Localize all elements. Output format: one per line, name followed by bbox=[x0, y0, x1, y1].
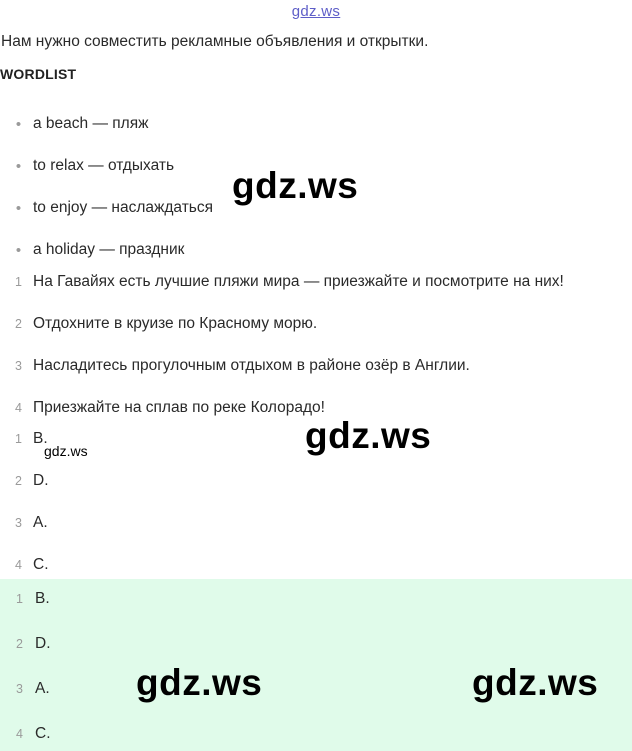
wordlist-item-text: to relax — отдыхать bbox=[33, 157, 175, 174]
slogan-item bbox=[0, 313, 317, 335]
answer-text: A. bbox=[35, 680, 50, 697]
slogan-item bbox=[0, 271, 564, 293]
slogan-text: На Гавайях есть лучшие пляжи мира — приезжайте и посмотрите на них! bbox=[33, 273, 564, 290]
answer-text: A. bbox=[33, 514, 48, 531]
answer-item bbox=[0, 512, 48, 534]
highlighted-answer-item bbox=[0, 588, 50, 610]
item-number: 4 bbox=[15, 558, 22, 572]
wordlist-item bbox=[0, 155, 174, 177]
bullet-icon: • bbox=[15, 157, 22, 175]
watermark-link-top[interactable]: gdz.ws bbox=[291, 3, 341, 20]
bullet-icon: • bbox=[15, 241, 22, 259]
item-number: 2 bbox=[15, 317, 22, 331]
answer-text: D. bbox=[33, 472, 49, 489]
answer-item bbox=[0, 554, 49, 576]
wordlist-item bbox=[0, 197, 213, 219]
slogan-text: Отдохните в круизе по Красному морю. bbox=[33, 315, 318, 332]
answer-text: D. bbox=[35, 635, 51, 652]
answer-text: B. bbox=[35, 590, 50, 607]
intro-text: Нам нужно совместить рекламные объявления и открытки. bbox=[1, 33, 429, 50]
item-number: 1 bbox=[15, 432, 22, 446]
highlighted-answer-item bbox=[0, 633, 51, 655]
bullet-icon: • bbox=[15, 199, 22, 217]
highlighted-answer-item bbox=[0, 723, 51, 745]
answer-item bbox=[0, 428, 48, 450]
item-number: 1 bbox=[16, 592, 23, 606]
wordlist-item-text: a beach — пляж bbox=[33, 115, 149, 132]
highlighted-answer-item bbox=[0, 678, 50, 700]
item-number: 1 bbox=[15, 275, 22, 289]
answer-text: C. bbox=[33, 556, 49, 573]
slogan-text: Насладитесь прогулочным отдыхом в районе озёр в Англии. bbox=[33, 357, 470, 374]
watermark: gdz.ws bbox=[232, 165, 359, 206]
bullet-icon: • bbox=[15, 115, 22, 133]
item-number: 3 bbox=[15, 359, 22, 373]
wordlist-heading: WORDLIST bbox=[0, 66, 77, 82]
item-number: 2 bbox=[15, 474, 22, 488]
wordlist-item-text: a holiday — праздник bbox=[33, 241, 185, 258]
watermark: gdz.ws bbox=[472, 662, 599, 703]
slogan-item bbox=[0, 397, 325, 419]
item-number: 3 bbox=[15, 516, 22, 530]
wordlist-item bbox=[0, 239, 184, 261]
item-number: 4 bbox=[16, 727, 23, 741]
item-number: 3 bbox=[16, 682, 23, 696]
watermark: gdz.ws bbox=[44, 443, 88, 459]
answer-text: C. bbox=[35, 725, 51, 742]
answer-text: B. bbox=[33, 430, 48, 447]
watermark: gdz.ws bbox=[136, 662, 263, 703]
slogan-item bbox=[0, 355, 470, 377]
slogan-text: Приезжайте на сплав по реке Колорадо! bbox=[33, 399, 325, 416]
watermark: gdz.ws bbox=[305, 415, 432, 456]
wordlist-item-text: to enjoy — наслаждаться bbox=[33, 199, 214, 216]
item-number: 4 bbox=[15, 401, 22, 415]
wordlist-item bbox=[0, 113, 148, 135]
item-number: 2 bbox=[16, 637, 23, 651]
answer-item bbox=[0, 470, 49, 492]
